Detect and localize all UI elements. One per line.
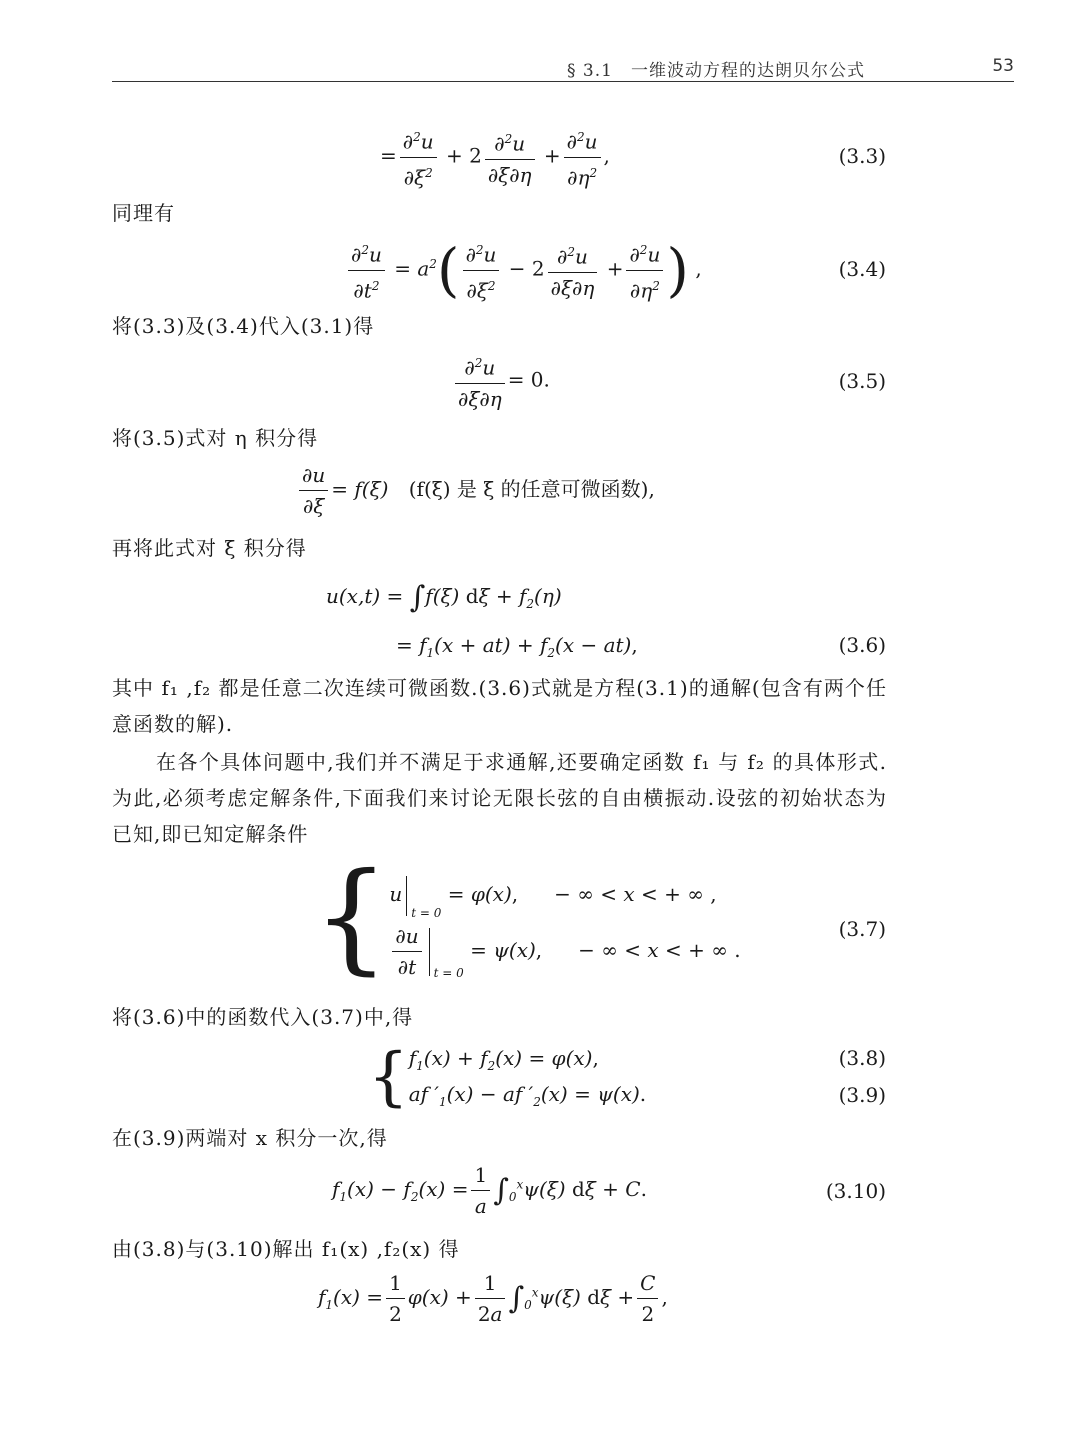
text-line: 将(3.3)及(3.4)代入(3.1)得 bbox=[112, 314, 375, 338]
equation-number: (3.6) bbox=[838, 633, 886, 657]
equation-3-6b: = $f_1(x + at) + f_2(x - at)$, bbox=[396, 633, 638, 660]
equation-3-10: $f_1(x) - f_2(x)$ = $\frac{1}{a}$ $\int_0^x\psi(\xi) d\xi + C$. bbox=[332, 1160, 647, 1221]
equation-number: (3.10) bbox=[825, 1179, 886, 1203]
paragraph-initial-conditions: 在各个具体问题中,我们并不满足于求通解,还要确定函数 f₁ 与 f₂ 的具体形式.为此,必须考虑定解条件,下面我们来讨论无限长弦的自由横振动.设弦的初始状态为已知,即已知定解条件 bbox=[112, 750, 887, 846]
equation-3-8-3-9: { $f_1(x) + f_2(x) = \varphi(x)$, af $'_1(x)$ − af $'_2(x) = \psi(x)$. bbox=[368, 1040, 647, 1114]
text-line: 由(3.8)与(3.10)解出 f₁(x) ,f₂(x) 得 bbox=[112, 1237, 460, 1261]
equation-number: (3.4) bbox=[838, 257, 886, 281]
equation-3-3: = $\frac{\partial^2u}{\partial\xi^2}$ + 2 $\frac{\partial^2u}{\partial\xi\partial\eta}$ + $\frac{\partial^2u}{\partial\eta^2}$ , bbox=[380, 122, 610, 192]
equation-3-5: $\frac{\partial^2u}{\partial\xi\partial\eta}$ = 0. bbox=[452, 348, 550, 414]
text-line: 在(3.9)两端对 x 积分一次,得 bbox=[112, 1126, 388, 1150]
equation-3-7: { $u_{t = 0} = \varphi(x)$, − ∞ < x < + ∞ , $\frac{\partial u}{\partial t}$ $_{t = 0}$ = ψ(x), − ∞ < x < + ∞ . bbox=[313, 848, 741, 987]
paragraph-general-solution: 其中 f₁ ,f₂ 都是任意二次连续可微函数.(3.6)式就是方程(3.1)的通解(包含有两个任意函数的解). bbox=[112, 676, 887, 736]
running-section-title: § 3.1 一维波动方程的达朗贝尔公式 bbox=[567, 61, 865, 81]
text-line: 将(3.5)式对 η 积分得 bbox=[112, 426, 319, 450]
text-line: 同理有 bbox=[112, 201, 175, 225]
equation-number: (3.8) bbox=[838, 1046, 886, 1070]
equation-number: (3.5) bbox=[838, 369, 886, 393]
header-rule bbox=[112, 81, 1014, 82]
equation-note: (f(ξ) 是 ξ 的任意可微函数), bbox=[408, 477, 655, 501]
page-number: 53 bbox=[992, 56, 1014, 76]
equation-number: (3.9) bbox=[838, 1083, 886, 1107]
running-header bbox=[112, 52, 1014, 82]
text-line: 再将此式对 ξ 积分得 bbox=[112, 536, 307, 560]
equation-3-6a: u(x,t) = ∫f(ξ) $d\xi + f_2(\eta)$ bbox=[326, 580, 562, 615]
equation-number: (3.7) bbox=[838, 917, 886, 941]
equation-dudxi: $\frac{\partial u}{\partial\xi}$ = f(ξ) (f(ξ) 是 ξ 的任意可微函数), bbox=[296, 460, 655, 521]
equation-f1-solution: $f_1(x)$ = $\frac{1}{2}$ φ(x) + $\frac{1}{2a}$ $\int_0^x\psi(\xi) d\xi$ + $\frac{C}{2}$ , bbox=[318, 1268, 668, 1329]
text-line: 将(3.6)中的函数代入(3.7)中,得 bbox=[112, 1005, 414, 1029]
equation-3-4: $\frac{\partial^2u}{\partial t^2}$ = $a^2$( $\frac{\partial^2u}{\partial\xi^2}$ − 2 $\frac{\partial^2u}{\partial\xi\partial\eta}$ + $\frac{\partial^2u}{\partial\eta^2}$ ) , bbox=[345, 235, 702, 305]
equation-number: (3.3) bbox=[838, 144, 886, 168]
